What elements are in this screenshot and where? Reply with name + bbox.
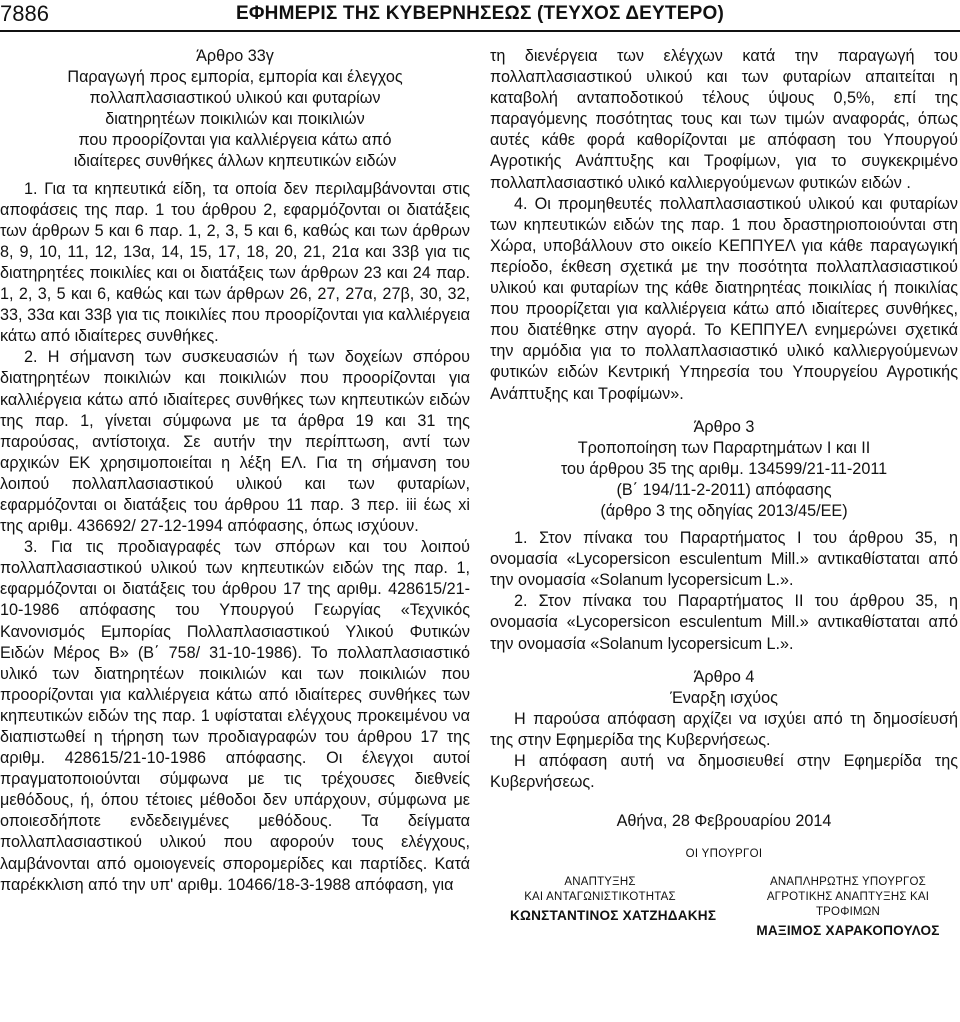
- paragraph: 2. Η σήμανση των συσκευασιών ή των δοχείων σπόρου διατηρητέων ποικιλιών και ποικιλιών που προορίζονται για καλλιέργεια κάτω από ιδιαίτερες συνθήκες των κηπευτικών ειδών της παρ. 1, γίνεται σύμφωνα με τα άρθρα 19 και 31 της παρούσας, αντίστοιχα. Σε αυτήν την περίπτωση, αντί των αρχικών ΕΚ χρησιμοποιείται η λέξη ΕΛ. Για τη σήμανση του λοιπού πολλαπλασιαστικού υλικού και των φυταρίων, εφαρμόζονται οι διατάξεις του άρθρου 11 παρ. 3 περ. iii έως xi της αριθμ. 436692/ 27-12-1994 απόφασης, όπως ισχύουν.: [0, 348, 470, 536]
- article-33g-header: [0, 46, 470, 173]
- page-number: 7886: [0, 1, 49, 26]
- paragraph: 4. Οι προμηθευτές πολλαπλασιαστικού υλικού και φυταρίων των κηπευτικών ειδών της παρ. 1 που δραστηριοποιούνται στη Χώρα, υποβάλλουν στο οικείο ΚΕΠΠΥΕΛ για κάθε παραγωγική περίοδο, έκθεση σχετικά με την ποσότητα πολλαπλασιαστικού υλικού και φυταρίων της κάθε διατηρητέας ποικιλίας ή ποικιλίας που προορίζεται για καλλιέργεια κάτω από ιδιαίτερες συνθήκες, που διατέθηκε στην αγορά. Το ΚΕΠΠΥΕΛ ενημερώνει σχετικά την αρμόδια για το πολλαπλασιαστικό υλικό καλλιεργούμενων φυτικών ειδών Κεντρική Υπηρεσία του Υπουργείου Αγροτικής Ανάπτυξης και Τροφίμων».: [490, 194, 958, 403]
- minister-role: ΚΑΙ ΑΝΤΑΓΩΝΙΣΤΙΚΟΤΗΤΑΣ: [524, 891, 676, 904]
- article-title-line: (άρθρο 3 της οδηγίας 2013/45/ΕΕ): [600, 501, 848, 520]
- paragraph: Η παρούσα απόφαση αρχίζει να ισχύει από τη δημοσίευσή της στην Εφημερίδα της Κυβερνήσεως.: [490, 709, 958, 749]
- article-4-header: [490, 667, 958, 709]
- article-title-line: πολλαπλασιαστικού υλικού και φυταρίων: [89, 89, 381, 108]
- minister-role: ΑΓΡΟΤΙΚΗΣ ΑΝΑΠΤΥΞΗΣ ΚΑΙ ΤΡΟΦΙΜΩΝ: [766, 891, 930, 919]
- paragraph: 1. Για τα κηπευτικά είδη, τα οποία δεν περιλαμβάνονται στις αποφάσεις της παρ. 1 του άρθρου 2, εφαρμόζονται οι διατάξεις των άρθρων 5 και 6 παρ. 1, 2, 3, 5 και 6, καθώς και των άρθρων 8, 9, 10, 11, 12, 13α, 14, 15, 17, 18, 20, 21, 21α και 33β για τις διατηρητέες ποικιλίες και οι διατάξεις των άρθρων 23 και 24 παρ. 1, 2, 3, 5 και 6, καθώς και των άρθρων 26, 27, 27α, 27β, 30, 32, 33, 33α και 33β για τις ποικιλίες που προορίζονται για καλλιέργεια κάτω από ιδιαίτερες συνθήκες.: [0, 179, 470, 346]
- article-title-line: που προορίζονται για καλλιέργεια κάτω από: [78, 131, 392, 150]
- paragraph: 3. Για τις προδιαγραφές των σπόρων και του λοιπού πολλαπλασιαστικού υλικού των κηπευτικών ειδών της παρ. 1, εφαρμόζονται οι διατάξεις του άρθρου 17 της αριθμ. 428615/21-10-1986 απόφασης του Υπουργού Γεωργίας «Τεχνικός Κανονισμός Εμπορίας Πολλαπλασιαστικού Υλικού Φυτικών Ειδών Μέρος Β» (Β΄ 758/ 31-10-1986). Το πολλαπλασιαστικό υλικό των διατηρητέων ποικιλιών και των ποικιλιών που προορίζονται για καλλιέργεια κάτω από ιδιαίτερες συνθήκες των κηπευτικών ειδών της παρ. 1 υφίσταται ελέγχους προκειμένου να διαπιστωθεί η τήρηση των προδιαγραφών του άρθρου 17 της αριθμ. 428615/21-10-1986 απόφασης. Οι έλεγχοι αυτοί πραγματοποιούνται σύμφωνα με τις τρέχουσες διεθνείς μεθόδους, ή, όπου τέτοιες μέθοδοι δεν υπάρχουν, σύμφωνα με οποιεσδήποτε ενδεδειγμένες μεθόδους. Τα δείγματα πολλαπλασιαστικού υλικού που αφορούν τους ελέγχους, λαμβάνονται από ομοιογενείς σπορομερίδες και παρτίδες. Κατά παρέκκλιση από την υπ' αριθμ. 10466/18-3-1988 απόφαση, για: [0, 538, 470, 894]
- article-heading: Άρθρο 4: [693, 667, 755, 686]
- minister-signature: [510, 875, 717, 924]
- signatures-block: [490, 875, 958, 939]
- article-heading: Άρθρο 3: [693, 417, 755, 436]
- minister-name: ΚΩΝΣΤΑΝΤΙΝΟΣ ΧΑΤΖΗΔΑΚΗΣ: [510, 908, 717, 924]
- paragraph: 1. Στον πίνακα του Παραρτήματος Ι του άρθρου 35, η ονομασία «Lycopersicon esculentum Mill.» αντικαθίσταται από την ονομασία «Solanum lycopersicum L.».: [490, 529, 958, 590]
- paragraph-continuation: τη διενέργεια των ελέγχων κατά την παραγωγή του πολλαπλασιαστικού υλικού και των φυταρίων απαιτείται η καταβολή ανταποδοτικού τέλους ύψους 0,5%, επί της παραγόμενης ποσότητας τους και των τιμών αναφοράς, όπως αυτές κάθε φορά καθορίζονται με απόφαση του Υπουργού Αγροτικής Ανάπτυξης και Τροφίμων, για το συγκεκριμένο πολλαπλασιαστικό υλικό καλλιεργούμενων φυτικών ειδών .: [490, 47, 958, 192]
- date-line: Αθήνα, 28 Φεβρουαρίου 2014: [616, 812, 832, 831]
- paragraph: 2. Στον πίνακα του Παραρτήματος ΙΙ του άρθρου 35, η ονομασία «Lycopersicon esculentum Mill.» αντικαθίσταται από την ονομασία «Solanum lycopersicum L.».: [490, 592, 958, 653]
- ministers-heading: ΟΙ ΥΠΟΥΡΓΟΙ: [685, 848, 763, 861]
- right-column: [490, 46, 958, 939]
- gazette-title: ΕΦΗΜΕΡΙΣ ΤΗΣ ΚΥΒΕΡΝΗΣΕΩΣ (ΤΕΥΧΟΣ ΔΕΥΤΕΡΟ): [236, 3, 724, 24]
- paragraph: Η απόφαση αυτή να δημοσιευθεί στην Εφημερίδα της Κυβερνήσεως.: [490, 752, 958, 792]
- article-title-line: του άρθρου 35 της αριθμ. 134599/21-11-2011: [560, 459, 888, 478]
- page-header: [0, 0, 960, 32]
- left-column: [0, 46, 470, 896]
- article-heading: Άρθρο 33γ: [196, 47, 274, 65]
- minister-name: ΜΑΞΙΜΟΣ ΧΑΡΑΚΟΠΟΥΛΟΣ: [756, 923, 940, 939]
- article-title-line: διατηρητέων ποικιλιών και ποικιλιών: [105, 110, 365, 129]
- article-title-line: Παραγωγή προς εμπορία, εμπορία και έλεγχος: [67, 68, 403, 87]
- article-title-line: ιδιαίτερες συνθήκες άλλων κηπευτικών ειδών: [73, 152, 397, 171]
- minister-role: ΑΝΑΠΛΗΡΩΤΗΣ ΥΠΟΥΡΓΟΣ: [770, 876, 926, 889]
- article-title-line: (Β΄ 194/11-2-2011) απόφασης: [616, 480, 832, 499]
- article-3-header: [490, 417, 958, 522]
- article-title-line: Τροποποίηση των Παραρτημάτων Ι και ΙΙ: [577, 438, 871, 457]
- article-title: Έναρξη ισχύος: [670, 688, 778, 707]
- minister-role: ΑΝΑΠΤΥΞΗΣ: [564, 876, 636, 889]
- minister-signature: [738, 875, 958, 938]
